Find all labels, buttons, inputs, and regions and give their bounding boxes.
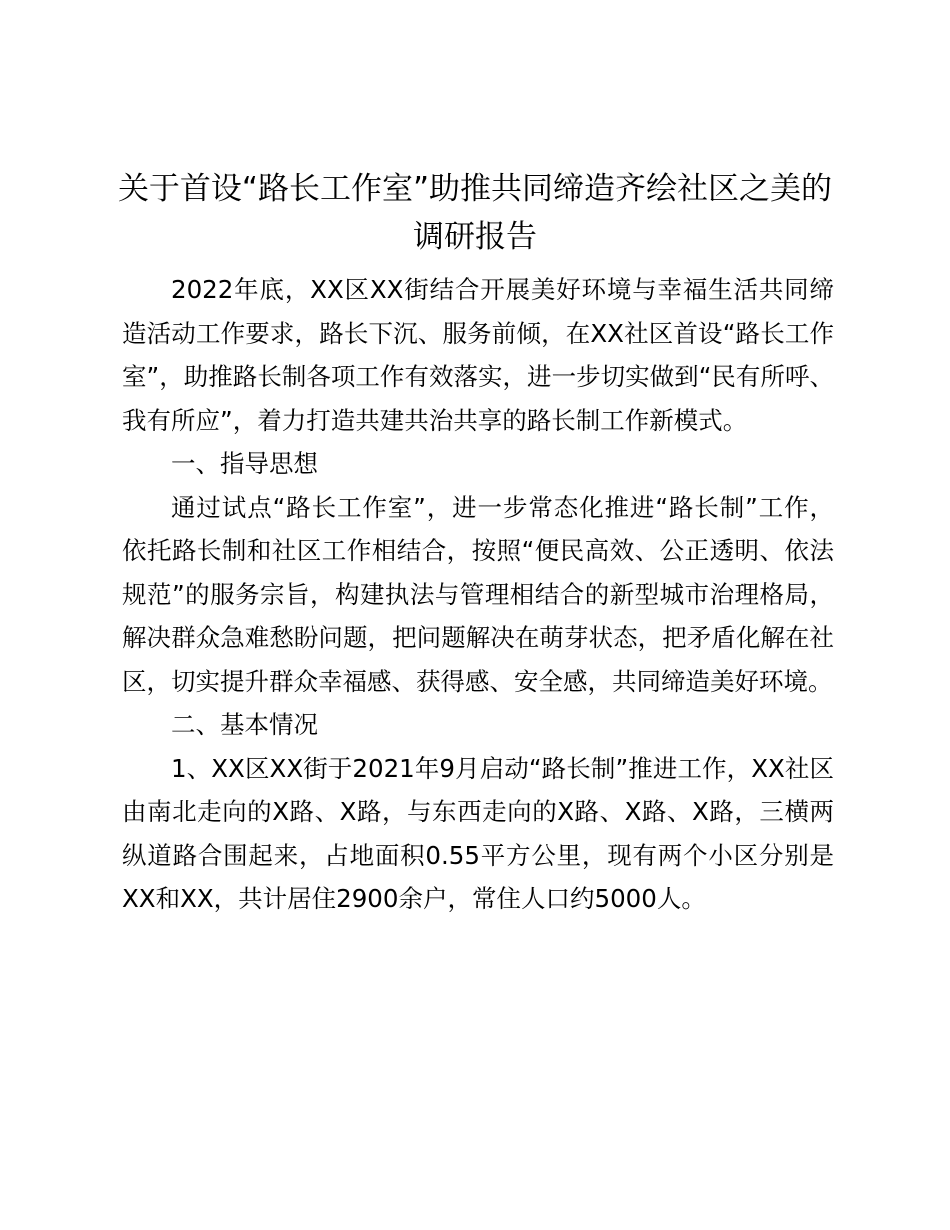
section-heading-basic-situation: 二、基本情况 <box>171 710 318 739</box>
section-heading-guiding-ideology: 一、指导思想 <box>171 449 318 478</box>
paragraph-guiding-ideology: 通过试点“路长工作室”，进一步常态化推进“路长制”工作，依托路长制和社区工作相结合，按照“便民高效、公正透明、依法规范”的服务宗旨，构建执法与管理相结合的新型城市治理格局，解决群众急难愁盼问题，把问题解决在萌芽状态，把矛盾化解在社区，切实提升群众幸福感、获得感、安全感，共同缔造美好环境。 <box>122 492 834 696</box>
paragraph-intro: 2022年底，XX区XX街结合开展美好环境与幸福生活共同缔造活动工作要求，路长下沉、服务前倾，在XX社区首设“路长工作室”，助推路长制各项工作有效落实，进一步切实做到“民有所呼、我有所应”，着力打造共建共治共享的路长制工作新模式。 <box>122 275 834 435</box>
document-body <box>122 268 834 921</box>
paragraph-basic-situation-1: 1、XX区XX街于2021年9月启动“路长制”推进工作，XX社区由南北走向的X路、X路，与东西走向的X路、X路、X路，三横两纵道路合围起来，占地面积0.55平方公里，现有两个小区分别是XX和XX，共计居住2900余户，常住人口约5000人。 <box>122 753 834 913</box>
document-title: 关于首设“路长工作室”助推共同缔造齐绘社区之美的调研报告 <box>117 171 833 255</box>
